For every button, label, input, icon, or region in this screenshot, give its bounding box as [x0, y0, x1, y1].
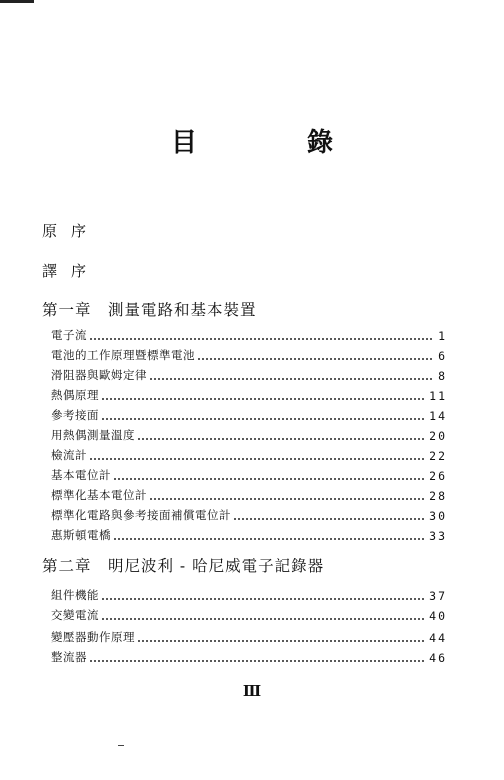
toc-entry — [51, 325, 447, 343]
toc-entry-label: 交變電流 — [51, 608, 99, 622]
toc-entry — [51, 405, 447, 423]
leader-dots — [89, 660, 426, 662]
toc-entry — [51, 585, 447, 603]
toc-entry-page: 46 — [429, 651, 447, 665]
toc-entry-label: 熱偶原理 — [51, 388, 99, 402]
toc-entry-page: 14 — [429, 409, 447, 423]
toc-entry-label: 惠斯頓電橋 — [51, 528, 111, 542]
toc-entry-label: 電池的工作原理暨標準電池 — [51, 348, 195, 362]
leader-dots — [137, 640, 426, 642]
toc-entry — [51, 385, 447, 403]
toc-entry — [51, 605, 447, 623]
toc-entry — [51, 627, 447, 645]
leader-dots — [149, 498, 426, 500]
front-matter-original-preface: 原序 — [42, 222, 101, 240]
toc-entry-page: 26 — [429, 469, 447, 483]
toc-entry-page: 1 — [438, 329, 447, 343]
toc-entry-label: 基本電位計 — [51, 468, 111, 482]
leader-dots — [149, 378, 434, 380]
toc-entry — [51, 445, 447, 463]
toc-entry-page: 37 — [429, 589, 447, 603]
toc-entry-label: 標準化基本電位計 — [51, 488, 147, 502]
toc-entry-page: 20 — [429, 429, 447, 443]
toc-entry-label: 標準化電路與參考接面補償電位計 — [51, 508, 231, 522]
toc-entry-page: 11 — [429, 389, 447, 403]
toc-entry-label: 用熱偶測量溫度 — [51, 428, 135, 442]
toc-entry-page: 28 — [429, 489, 447, 503]
toc-entry-page: 33 — [429, 529, 447, 543]
toc-entry-page: 22 — [429, 449, 447, 463]
leader-dots — [101, 398, 426, 400]
toc-entry-label: 電子流 — [51, 328, 87, 342]
toc-entry-label: 滑阻器與歐姆定律 — [51, 368, 147, 382]
toc-entry-label: 檢流計 — [51, 448, 87, 462]
toc-entry-page: 44 — [429, 631, 447, 645]
toc-entry — [51, 425, 447, 443]
toc-entry — [51, 505, 447, 523]
leader-dots — [137, 438, 426, 440]
toc-entry-page: 8 — [438, 369, 447, 383]
scan-dust-mark — [118, 745, 124, 746]
page-title: 目 錄 — [170, 128, 375, 158]
leader-dots — [113, 538, 426, 540]
leader-dots — [101, 418, 426, 420]
leader-dots — [101, 618, 426, 620]
toc-entry-page: 40 — [429, 609, 447, 623]
toc-entry — [51, 365, 447, 383]
toc-entry — [51, 485, 447, 503]
leader-dots — [197, 358, 434, 360]
toc-entry — [51, 647, 447, 665]
toc-entry-label: 參考接面 — [51, 408, 99, 422]
toc-entry-label: 變壓器動作原理 — [51, 630, 135, 644]
leader-dots — [101, 598, 426, 600]
toc-entry — [51, 345, 447, 363]
toc-entry — [51, 525, 447, 543]
chapter-2-heading: 第二章 明尼波利 - 哈尼威電子記錄器 — [42, 557, 325, 575]
toc-entry-label: 整流器 — [51, 650, 87, 664]
leader-dots — [89, 338, 434, 340]
toc-entry-page: 6 — [438, 349, 447, 363]
chapter-1-heading: 第一章 測量電路和基本裝置 — [42, 301, 257, 319]
page-number: Ⅲ — [242, 682, 262, 700]
toc-entry-page: 30 — [429, 509, 447, 523]
leader-dots — [113, 478, 426, 480]
toc-entry-label: 組件機能 — [51, 588, 99, 602]
front-matter-translator-preface: 譯序 — [42, 262, 101, 280]
leader-dots — [89, 458, 426, 460]
scan-edge-mark — [0, 0, 34, 3]
toc-entry — [51, 465, 447, 483]
leader-dots — [233, 518, 426, 520]
